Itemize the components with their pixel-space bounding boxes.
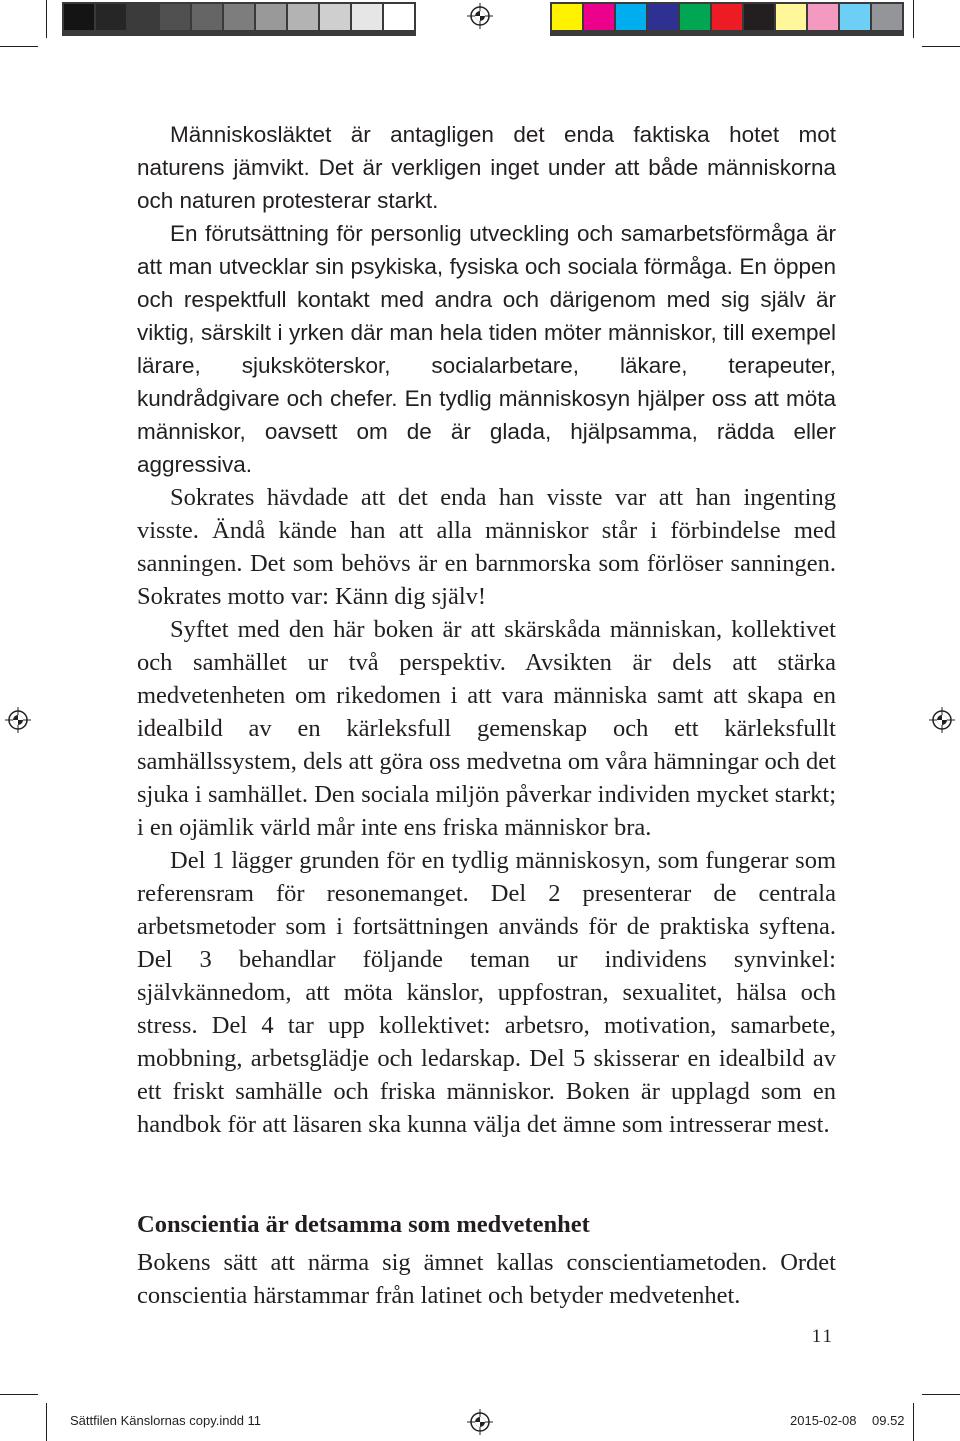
page-number: 11 [811,1326,834,1347]
color-swatch [840,4,870,30]
gray-swatch [96,4,126,30]
paragraph-sokrates: Sokrates hävdade att det enda han visste var att han ingenting visste. Ändå kände han att alla människor står i förbindelse med sanningen. Det som behövs är en barnmorska som förlöser sanningen. Sokrates motto var: Känn dig själv! [137,484,836,610]
cmyk-colorbar [550,2,904,36]
paragraph-premise: En förutsättning för personlig utveckling och samarbetsförmåga är att man utvecklar sin psykiska, fysiska och sociala förmåga. En öppen och respektfull kontakt med andra och därigenom med sig själv är viktig, särskilt i yrken där man hela tiden möter människor, till exempel lärare, sjuksköterskor, socialarbetare, läkare, terapeuter, kundrådgivare och chefer. En tydlig människosyn hjälper oss att möta människor, oavsett om de är glada, hjälpsamma, rädda eller aggressiva. [137,221,836,477]
color-swatch [872,4,902,30]
gray-swatch [160,4,190,30]
body-text [137,118,836,1141]
registration-mark-right-icon [929,707,955,733]
paragraph-intro: Människosläktet är antagligen det enda faktiska hotet mot naturens jämvikt. Det är verkligen inget under att både människorna och naturen protesterar starkt. [137,122,836,213]
registration-mark-top-icon [467,3,493,29]
color-swatch [744,4,774,30]
gray-swatch [224,4,254,30]
color-swatch [712,4,742,30]
color-swatch [616,4,646,30]
crop-mark-bottom-left-h [0,1394,38,1395]
crop-mark-bottom-right-v [913,1403,914,1441]
gray-swatch [384,4,414,30]
crop-mark-top-left-h [0,46,38,47]
color-swatch [808,4,838,30]
color-swatch [648,4,678,30]
color-swatch [552,4,582,30]
paragraph-purpose: Syftet med den här boken är att skärskåda människan, kollektivet och samhället ur två perspektiv. Avsikten är dels att stärka medvetenheten om rikedomen i att vara människa samt att skapa en idealbild av en kärleksfull gemenskap och ett kärleksfullt samhällssystem, dels att göra oss medvetna om våra hämningar och det sjuka i samhället. Den sociala miljön påverkar individen mycket starkt; i en ojämlik värld mår inte ens friska människor bra. [137,616,836,841]
crop-mark-top-right-v [913,0,914,38]
gray-swatch [352,4,382,30]
registration-mark-left-icon [5,707,31,733]
crop-mark-bottom-left-v [46,1403,47,1441]
gray-swatch [128,4,158,30]
color-swatch [776,4,806,30]
gray-swatch [64,4,94,30]
section-heading: Conscientia är detsamma som medvetenhet [137,1211,590,1238]
crop-mark-bottom-right-h [922,1394,960,1395]
grayscale-colorbar [62,2,416,36]
registration-mark-bottom-icon [467,1409,493,1435]
color-swatch [584,4,614,30]
color-swatch [680,4,710,30]
slug-date: 2015-02-08 [790,1413,857,1428]
gray-swatch [256,4,286,30]
gray-swatch [320,4,350,30]
section-paragraph: Bokens sätt att närma sig ämnet kallas conscientiametoden. Ordet conscientia härstammar från latinet och betyder medvetenhet. [137,1249,836,1309]
slug-time: 09.52 [872,1413,905,1428]
crop-mark-top-right-h [922,46,960,47]
crop-mark-top-left-v [46,0,47,38]
gray-swatch [288,4,318,30]
slug-filename: Sättfilen Känslornas copy.indd 11 [70,1413,262,1428]
gray-swatch [192,4,222,30]
paragraph-parts: Del 1 lägger grunden för en tydlig människosyn, som fungerar som referensram för resonemanget. Del 2 presenterar de centrala arbetsmetoder som i fortsättningen används för de praktiska syftena. Del 3 behandlar följande teman ur individens synvinkel: självkännedom, att möta känslor, uppfostran, sexualitet, hälsa och stress. Del 4 tar upp kollektivet: arbetsro, motivation, samarbete, mobbning, arbetsglädje och ledarskap. Del 5 skisserar en idealbild av ett friskt samhälle och friska människor. Boken är upplagd som en handbok för att läsaren ska kunna välja det ämne som intresserar mest. [137,847,836,1138]
